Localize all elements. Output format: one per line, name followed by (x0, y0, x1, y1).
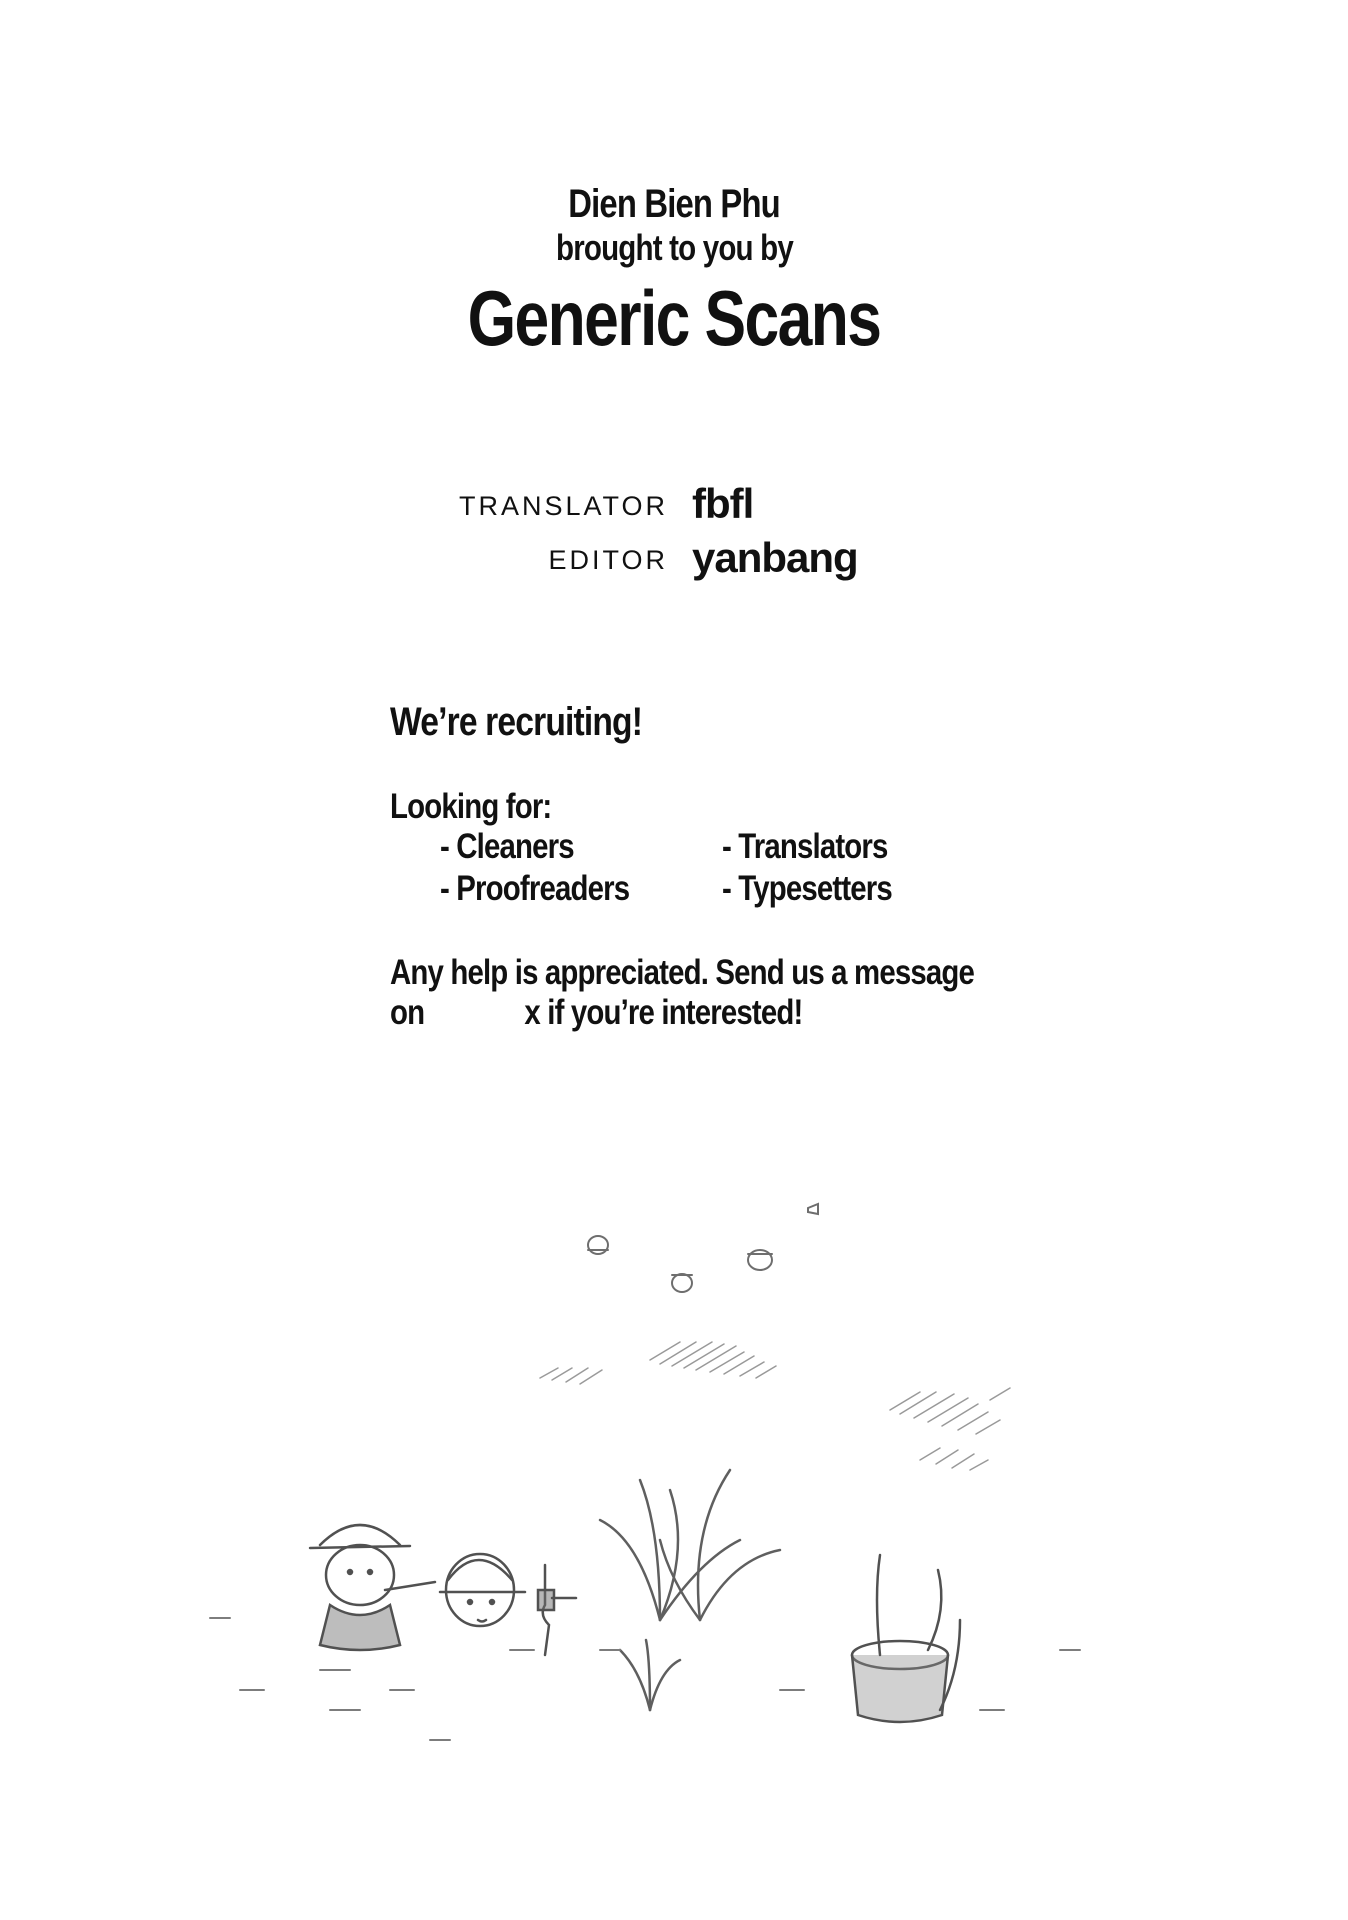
looking-for-label: Looking for: (390, 787, 552, 826)
credits-header (0, 180, 1348, 366)
grenade-icon (538, 1565, 576, 1655)
role-item: - Proofreaders (440, 869, 630, 908)
role-item: - Cleaners (440, 827, 574, 866)
bomb-icon (748, 1250, 772, 1270)
soldier-figure (310, 1525, 435, 1650)
pencil-sketch-soldiers-icon (180, 1150, 1180, 1830)
recruiting-notice (390, 700, 1090, 1035)
plant-icon (600, 1470, 780, 1710)
credit-role-label: TRANSLATOR (458, 491, 668, 521)
series-title: Dien Bien Phu (568, 182, 780, 226)
bomb-icon (808, 1204, 818, 1214)
credit-translator (0, 478, 1348, 528)
bomb-icon (588, 1236, 608, 1254)
message-line-1: Any help is appreciated. Send us a message (390, 953, 974, 992)
credit-editor (0, 532, 1348, 582)
group-name: Generic Scans (467, 274, 881, 362)
role-item: - Typesetters (722, 869, 892, 908)
credit-name-value: fbfl (692, 480, 754, 527)
basket-icon (852, 1555, 960, 1722)
credit-role-label: EDITOR (548, 545, 668, 575)
bomb-icon (672, 1274, 692, 1292)
message-line-2-start: on (390, 993, 425, 1032)
roles-list (390, 827, 1090, 911)
role-item: - Translators (722, 827, 888, 866)
message-line-2 (390, 993, 978, 1035)
message-line-2-end: x if you’re interested! (524, 993, 803, 1032)
recruiting-heading: We’re recruiting! (390, 700, 643, 744)
soldier-figure (440, 1554, 525, 1626)
brought-by-line: brought to you by (555, 227, 793, 268)
smoke-hatching (540, 1342, 1010, 1470)
credit-name-value: yanbang (692, 534, 858, 581)
